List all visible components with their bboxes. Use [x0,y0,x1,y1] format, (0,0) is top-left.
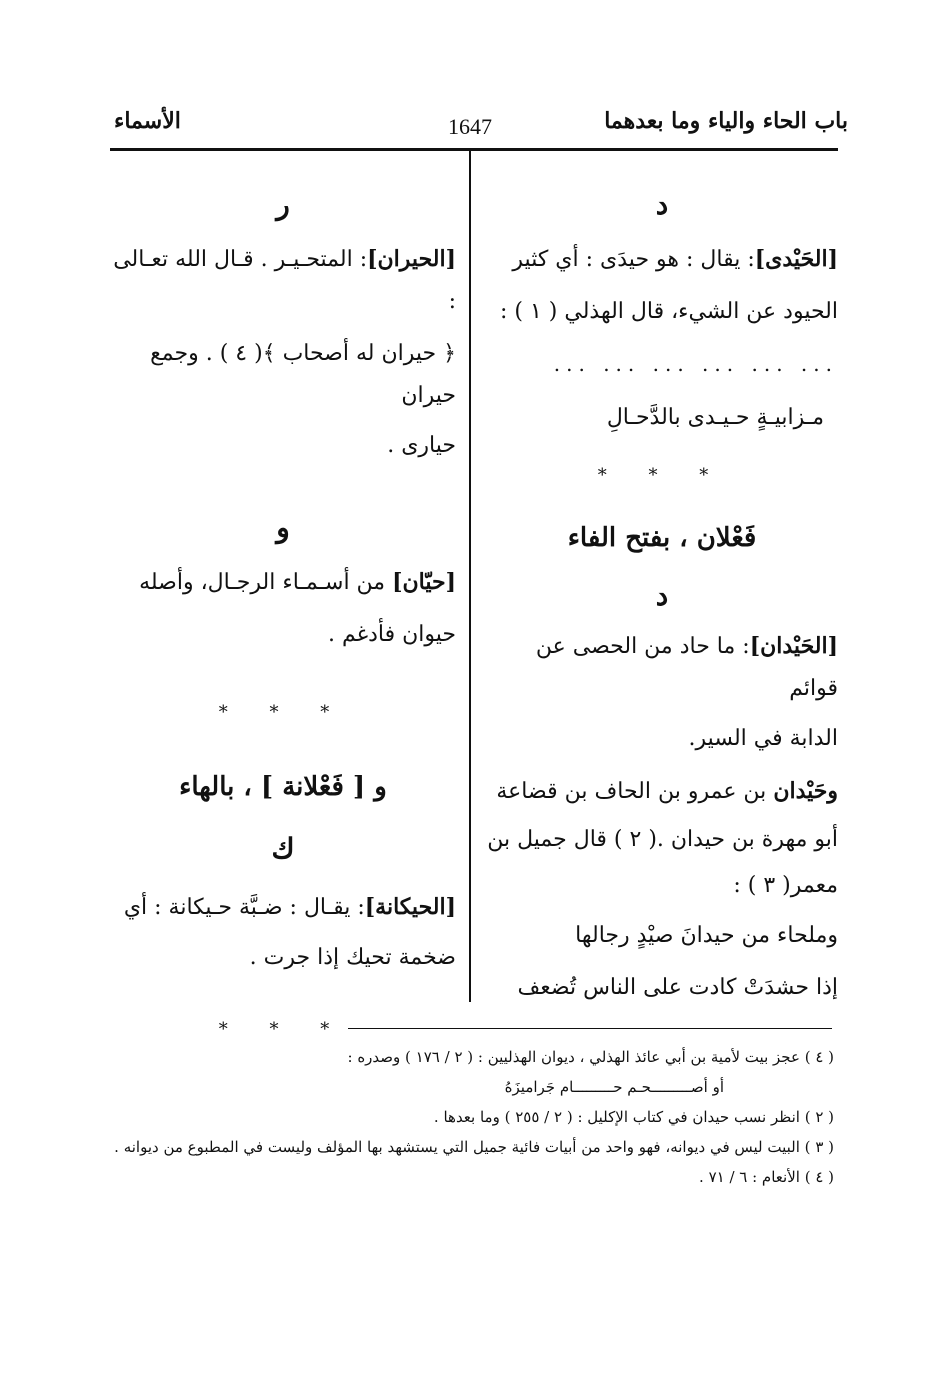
entry-head: [الحَيْدى] [754,246,838,272]
header-rule [110,148,838,151]
left-column [110,184,456,1051]
letter-heading: ر [276,188,290,221]
entry-head: [حيّان] [392,569,456,595]
letter-heading: ك [271,832,295,865]
entry-haykana [110,886,456,929]
entry-haydaa [486,238,838,281]
entry-text: : يقـال : ضـبَّة حـيكانة : أي [123,895,365,920]
entry-text-line: الدابة في السير. [688,726,838,751]
footnote: ( ٢ ) انظر نسب حيدان في كتاب الإكليل : ( ٢ / ٢٥٥ ) وما بعدها . [433,1108,834,1126]
chapter-title: باب الحاء والياء وما بعدهما [604,108,848,134]
footnote: ( ٤ ) عجز بيت لأمية بن أبي عائذ الهذلي ، ديوان الهذليين : ( ٢ / ١٧٦ ) وصدره : [347,1048,834,1066]
section-heading: و [ فَعْلانة ] ، بالهاء [179,772,387,802]
entry-text-line: حيارى . [387,433,456,458]
verse-line: وملحاء من حيدانَ صيْدٍ رجالها [575,923,838,948]
entry-head: وحَيْدان [773,778,838,804]
letter-heading: و [276,511,290,544]
footnote-verse: أو أصـــــــــحـم حـــــــــام جَراميزَهُ [504,1078,724,1096]
section-heading: فَعْلان ، بفتح الفاء [567,523,757,553]
separator-stars: * * * [597,465,727,486]
entry-head: [الحَيْدان] [749,633,838,659]
entry-text-line: أبو مهرة بن حيدان .( ٢ ) قال جميل بن [487,827,838,852]
entry-text-line: الحيود عن الشيء، قال الهذلي ( ١ ) : [499,299,838,324]
footnote: ( ٣ ) البيت ليس في ديوانه، فهو واحد من أبيات فائية جميل التي يستشهد بها المؤلف وليست في المطبوع من ديوانه . [114,1138,834,1156]
verse-ellipsis: ... ... ... ... ... ... [553,352,838,376]
entry-haydan [486,625,838,710]
footnote-rule [348,1028,832,1029]
entry-text-line: حيوان فأدغم . [327,622,456,647]
page-number: 1647 [448,114,492,139]
entry-text-line: معمر( ٣ ) : [733,873,838,898]
separator-stars: * * * [218,702,348,723]
footnote: ( ٤ ) الأنعام : ٦ / ٧١ . [699,1168,834,1186]
entry-text: : ما حاد من الحصى عن قوائم [535,634,838,701]
entry-text: : يقال : هو حيدَى : أي كثير [512,247,755,272]
section-title: الأسماء [114,108,181,134]
verse-line: مـزابيـةٍ حـيـدى بالدَّحـالِ [606,405,824,430]
entry-hayyan [110,561,456,604]
entry-hayran [110,238,456,323]
entry-haydan-name [486,770,838,813]
column-divider [469,150,471,1002]
separator-stars: * * * [218,1019,348,1040]
right-column [486,184,838,1009]
footnotes [104,1042,834,1192]
entry-head: [الحيكانة] [364,894,456,920]
entry-head: [الحيران] [367,246,456,272]
letter-heading: د [655,579,669,612]
entry-text: : المتحـيـر . قـال الله تعـالى : [113,247,456,314]
verse-line: إذا حشدَتْ كادت على الناس تُضعف [517,975,838,1000]
entry-text: بن عمرو بن الحاف بن قضاعة [496,779,767,804]
entry-text-line: ضخمة تحيك إذا جرت . [249,945,456,970]
entry-text-line: ﴿ حيران له أصحاب ﴾( ٤ ) . وجمع حيران [150,341,456,408]
letter-heading: د [655,188,669,221]
entry-text: من أسـمـاء الرجـال، وأصله [139,570,386,595]
